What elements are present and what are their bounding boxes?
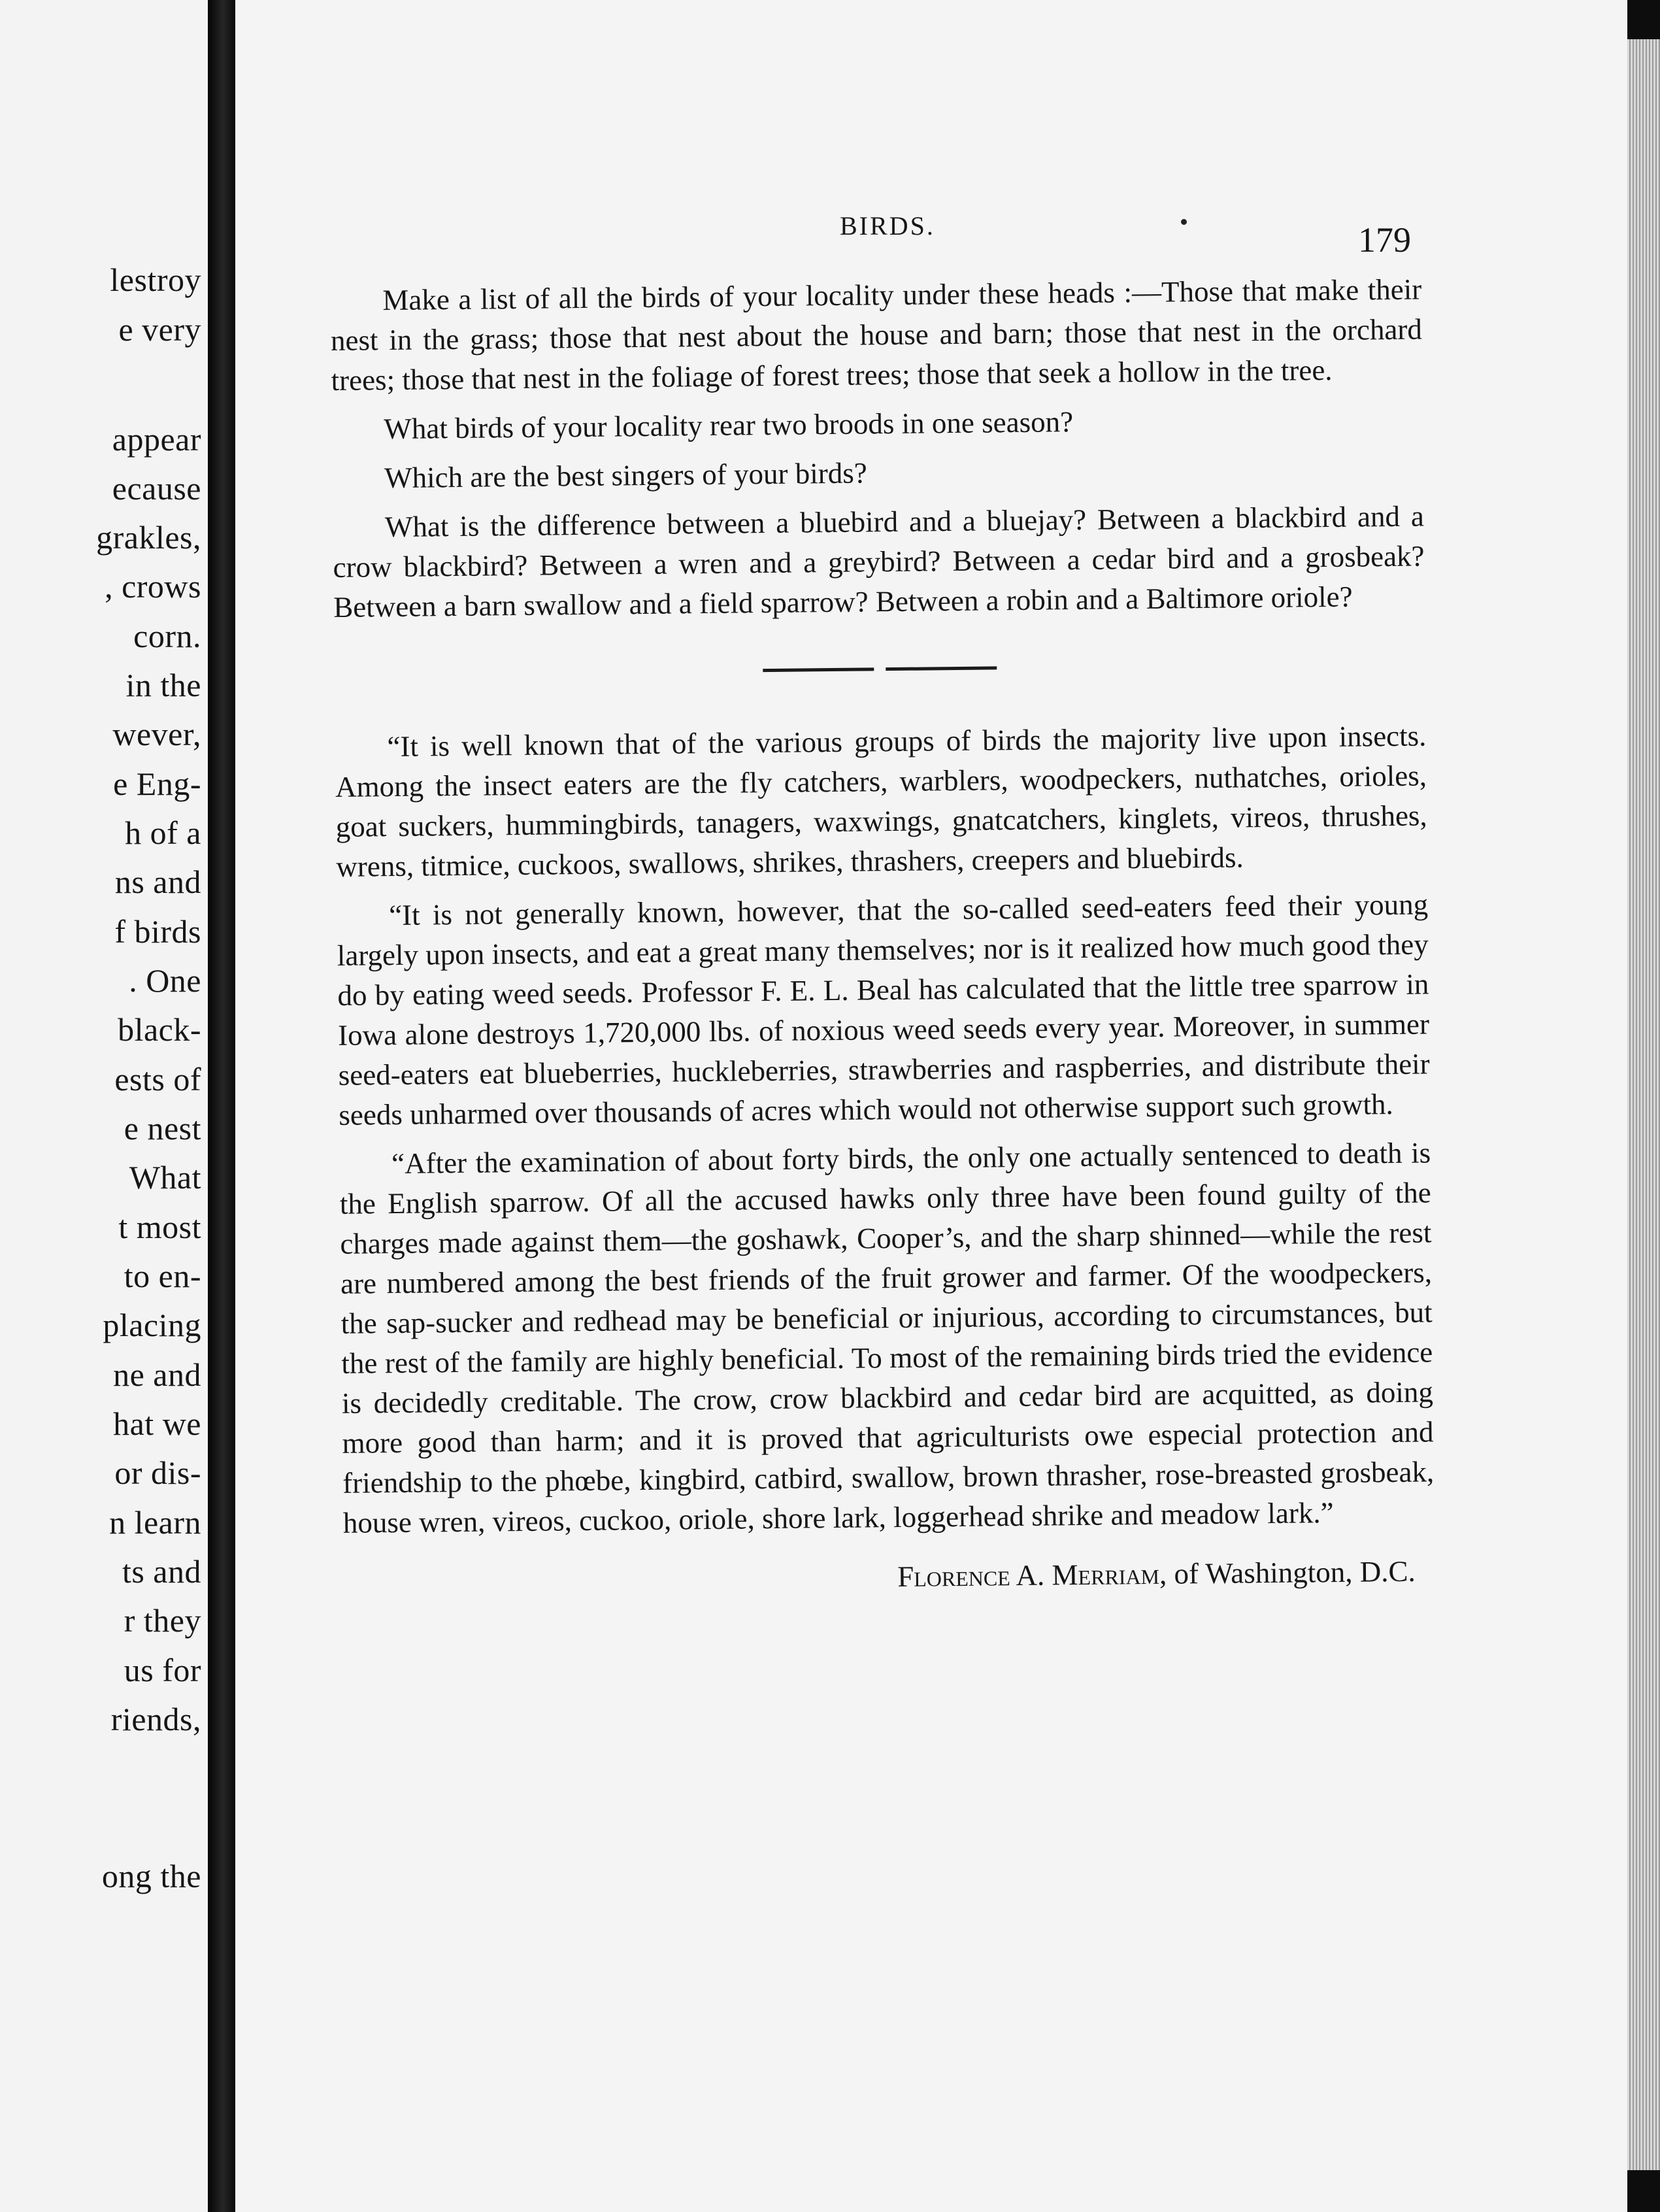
left-page-line: t most	[118, 1209, 201, 1245]
left-page-line: corn.	[133, 618, 201, 654]
book-gutter	[208, 0, 235, 2212]
left-page-line: black-	[118, 1011, 201, 1048]
left-page-line: us for	[124, 1652, 201, 1688]
section-divider	[334, 662, 1425, 676]
left-page-line: ong the	[101, 1858, 201, 1894]
left-page-line: placing	[103, 1307, 201, 1343]
left-page-line: , crows	[105, 568, 201, 605]
exercise-paragraph: Which are the best singers of your birds?	[384, 456, 867, 495]
quote-paragraph: “After the examination of about forty birds, the only one actually sentenced to death is the English sparrow. Of all the accused hawks only three have been found guilty of the charges made against them—the goshawk, Cooper’s, and the sharp shinned—while the rest are numbered among the best friends of the fruit grower and farmer. Of the woodpeckers, the sap-sucker and redhead may be beneficial or injurious, according to circumstances, but the rest of the family are highly beneficial. To most of the remaining birds tried the evidence is decidedly creditable. The crow, crow blackbird and cedar bird are acquitted, as doing more good than harm; and it is proved that agriculturists owe especial protection and friendship to the phœbe, kingbird, catbird, swallow, brown thrasher, rose-breasted grosbeak, house wren, vireos, cuckoo, oriole, shore lark, loggerhead shrike and meadow lark.”	[339, 1136, 1435, 1539]
page-number: 179	[1358, 220, 1411, 260]
left-page-line: ne and	[113, 1356, 201, 1393]
divider-rule-right	[886, 666, 997, 671]
author-place: of Washington, D.C.	[1166, 1554, 1416, 1590]
left-page-line: n learn	[109, 1504, 201, 1541]
quote-paragraph: “It is not generally known, however, that the so-called seed-eaters feed their young largely upon insects, and eat a great many themselves; nor is it realized how much good they do by eating weed seeds. Professor F. E. L. Beal has calculated that the little tree sparrow in Iowa alone destroys 1,720,000 lbs. of noxious weed seeds every year. Moreover, in summer seed-eaters eat blueberries, huckleberries, strawberries and raspberries, and distribute their seeds unharmed over thousands of acres which would not otherwise support such growth.	[337, 888, 1430, 1131]
exercise-paragraph: Make a list of all the birds of your locality under these heads :—Those that make their nest in the grass; those that nest about the house and barn; those that nest in the orchard trees; those that nest in the foliage of forest trees; those that seek a hollow in the tree.	[330, 273, 1423, 397]
left-page-line: grakles,	[96, 519, 201, 556]
left-page-line: or dis-	[114, 1454, 201, 1491]
quote-paragraph: “It is well known that of the various groups of birds the majority live upon insects. Among the insect eaters are the fly catchers, warblers, woodpeckers, nuthatches, orioles, goat suckers, hummingbirds, tanagers, waxwings, gnatcatchers, kinglets, vireos, thrushes, wrens, titmice, cuckoos, swallows, shrikes, thrashers, creepers and bluebirds.	[335, 719, 1427, 883]
left-page-line: r they	[124, 1602, 201, 1639]
left-page-line: ests of	[114, 1061, 201, 1098]
left-facing-page	[0, 0, 208, 2212]
left-page-line: e nest	[124, 1110, 201, 1147]
divider-rule-left	[763, 667, 874, 672]
left-page-line: ns and	[114, 863, 201, 900]
left-page-line: What	[129, 1159, 201, 1196]
page-edges	[1627, 39, 1660, 2170]
left-page-line: h of a	[125, 814, 201, 851]
left-page-line: f birds	[114, 913, 201, 950]
exercise-paragraph: What birds of your locality rear two broods in one season?	[384, 405, 1074, 446]
speck-mark	[1181, 219, 1187, 225]
left-page-line: hat we	[113, 1405, 201, 1442]
left-page-line: e very	[118, 311, 201, 348]
left-page-line: in the	[125, 667, 201, 703]
left-page-line: to en-	[124, 1258, 201, 1294]
left-page-line: . One	[129, 962, 201, 999]
left-page-line: e Eng-	[113, 765, 201, 802]
running-head: BIRDS.	[840, 211, 935, 241]
left-page-line: ts and	[122, 1553, 201, 1590]
left-page-line: wever,	[112, 716, 201, 752]
left-page-line: lestroy	[110, 261, 201, 298]
exercise-paragraph: What is the difference between a bluebird and a bluejay? Between a blackbird and a crow blackbird? Between a wren and a greybird? Between a cedar bird and a grosbeak? Between a barn swallow and a field sparrow? Between a robin and a Baltimore oriole?	[333, 499, 1425, 624]
left-page-line: appear	[112, 421, 201, 458]
left-page-line: ecause	[112, 470, 201, 507]
left-page-line: riends,	[110, 1701, 201, 1737]
page-body	[330, 270, 1435, 1600]
author-name: Florence A. Merriam,	[897, 1557, 1167, 1594]
